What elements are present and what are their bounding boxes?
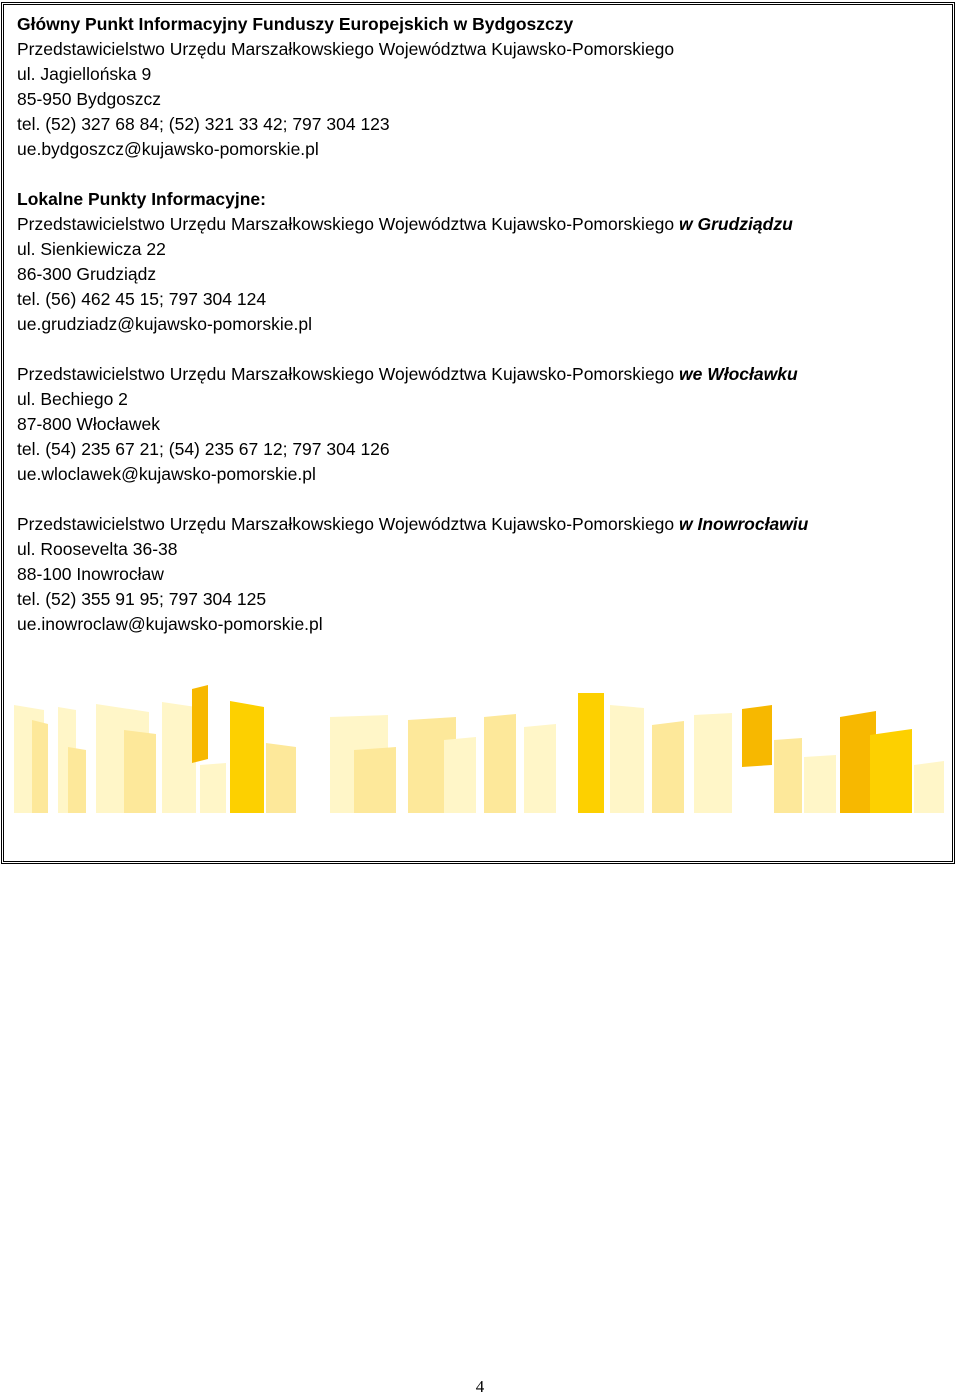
main-office-postal-city: 85-950 Bydgoszcz: [17, 89, 161, 109]
office-wloclawek-street: ul. Bechiego 2: [17, 389, 128, 409]
decor-block: [444, 737, 476, 813]
local-points-heading: Lokalne Punkty Informacyjne:: [17, 189, 266, 209]
decor-block: [200, 763, 226, 813]
decor-block: [68, 747, 86, 813]
office-inowroclaw-phone: tel. (52) 355 91 95; 797 304 125: [17, 589, 267, 609]
city-name: w Inowrocławiu: [679, 514, 809, 534]
office-inowroclaw-postal-city: 88-100 Inowrocław: [17, 564, 164, 584]
decor-block: [610, 705, 644, 813]
eu-funds-decorative-graphic: [4, 5, 952, 861]
decor-block: [578, 693, 604, 813]
decor-block: [524, 724, 556, 813]
office-inowroclaw-street: ul. Roosevelta 36-38: [17, 539, 178, 559]
city-name: w Grudziądzu: [679, 214, 793, 234]
decor-block: [774, 738, 802, 813]
city-name: we Włocławku: [679, 364, 798, 384]
organization-name: Przedstawicielstwo Urzędu Marszałkowskiego Województwa Kujawsko-Pomorskiego: [17, 364, 675, 384]
decor-block: [652, 721, 684, 813]
decor-block: [914, 761, 944, 813]
decor-block: [484, 714, 516, 813]
decor-block: [870, 729, 912, 813]
main-office-email[interactable]: ue.bydgoszcz@kujawsko-pomorskie.pl: [17, 139, 319, 159]
main-office-street: ul. Jagiellońska 9: [17, 64, 152, 84]
decor-block: [32, 720, 48, 813]
decor-block: [192, 685, 208, 763]
office-grudziadz-postal-city: 86-300 Grudziądz: [17, 264, 157, 284]
office-wloclawek-postal-city: 87-800 Włocławek: [17, 414, 160, 434]
decor-block: [230, 701, 264, 813]
page-number: 4: [475, 1377, 485, 1396]
decor-block: [354, 747, 396, 813]
main-office-organization: Przedstawicielstwo Urzędu Marszałkowskiego Województwa Kujawsko-Pomorskiego: [17, 39, 675, 59]
decor-block: [804, 755, 836, 813]
decor-block: [162, 702, 196, 813]
main-office-title: Główny Punkt Informacyjny Funduszy Europejskich w Bydgoszczy: [17, 14, 574, 34]
decor-block: [742, 705, 772, 767]
office-grudziadz-email[interactable]: ue.grudziadz@kujawsko-pomorskie.pl: [17, 314, 312, 334]
decor-block: [266, 743, 296, 813]
decor-block: [124, 730, 156, 813]
office-inowroclaw-email[interactable]: ue.inowroclaw@kujawsko-pomorskie.pl: [17, 614, 323, 634]
office-grudziadz-phone: tel. (56) 462 45 15; 797 304 124: [17, 289, 267, 309]
decor-block: [694, 713, 732, 813]
organization-name: Przedstawicielstwo Urzędu Marszałkowskiego Województwa Kujawsko-Pomorskiego: [17, 214, 675, 234]
office-wloclawek-phone: tel. (54) 235 67 21; (54) 235 67 12; 797 304 126: [17, 439, 390, 459]
contact-box: [1, 2, 955, 864]
organization-name: Przedstawicielstwo Urzędu Marszałkowskiego Województwa Kujawsko-Pomorskiego: [17, 514, 675, 534]
office-grudziadz-street: ul. Sienkiewicza 22: [17, 239, 166, 259]
office-wloclawek-email[interactable]: ue.wloclawek@kujawsko-pomorskie.pl: [17, 464, 316, 484]
main-office-phone: tel. (52) 327 68 84; (52) 321 33 42; 797 304 123: [17, 114, 390, 134]
